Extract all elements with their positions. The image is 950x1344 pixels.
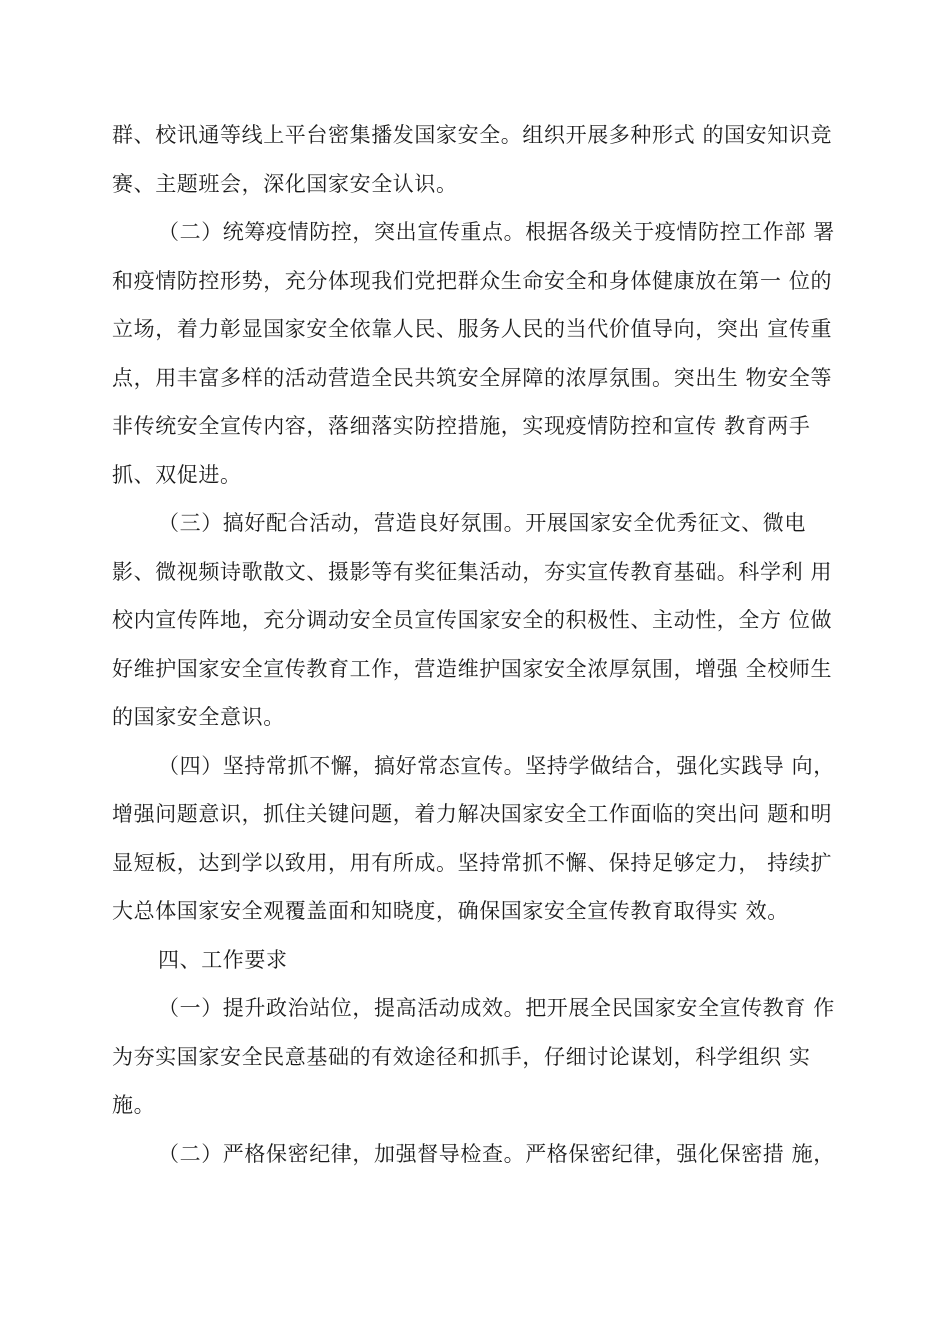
body-text-line: 好维护国家安全宣传教育工作，营造维护国家安全浓厚氛围，增强 全校师生 bbox=[112, 657, 833, 681]
paragraph-heading-line: （二）统筹疫情防控，突出宣传重点。根据各级关于疫情防控工作部 署 bbox=[158, 220, 835, 244]
body-text-line: 赛、主题班会，深化国家安全认识。 bbox=[112, 172, 458, 196]
paragraph-heading-line: （二）严格保密纪律，加强督导检查。严格保密纪律，强化保密措 施， bbox=[158, 1142, 835, 1166]
body-text-line: 群、校讯通等线上平台密集播发国家安全。组织开展多种形式 的国安知识竞 bbox=[112, 123, 833, 147]
body-text-line: 的国家安全意识。 bbox=[112, 705, 285, 729]
body-text-line: 为夯实国家安全民意基础的有效途径和抓手，仔细讨论谋划，科学组织 实 bbox=[112, 1045, 811, 1069]
body-text-line: 点，用丰富多样的活动营造全民共筑安全屏障的浓厚氛围。突出生 物安全等 bbox=[112, 366, 833, 390]
section-heading: 四、工作要求 bbox=[158, 948, 288, 972]
body-text-line: 影、微视频诗歌散文、摄影等有奖征集活动，夯实宣传教育基础。科学利 用 bbox=[112, 560, 833, 584]
body-text-line: 校内宣传阵地，充分调动安全员宣传国家安全的积极性、主动性，全方 位做 bbox=[112, 608, 833, 632]
body-text-line: 和疫情防控形势，充分体现我们党把群众生命安全和身体健康放在第一 位的 bbox=[112, 269, 833, 293]
body-text-line: 抓、双促进。 bbox=[112, 463, 242, 487]
paragraph-heading-line: （四）坚持常抓不懈，搞好常态宣传。坚持学做结合，强化实践导 向， bbox=[158, 754, 835, 778]
body-text-line: 显短板，达到学以致用，用有所成。坚持常抓不懈、保持足够定力， 持续扩 bbox=[112, 851, 833, 875]
body-text-line: 施。 bbox=[112, 1093, 156, 1117]
body-text-line: 增强问题意识，抓住关键问题，着力解决国家安全工作面临的突出问 题和明 bbox=[112, 802, 833, 826]
paragraph-heading-line: （一）提升政治站位，提高活动成效。把开展全民国家安全宣传教育 作 bbox=[158, 996, 835, 1020]
body-text-line: 非传统安全宣传内容，落细落实防控措施，实现疫情防控和宣传 教育两手 bbox=[112, 414, 811, 438]
body-text-line: 大总体国家安全观覆盖面和知晓度，确保国家安全宣传教育取得实 效。 bbox=[112, 899, 789, 923]
paragraph-heading-line: （三）搞好配合活动，营造良好氛围。开展国家安全优秀征文、微电 bbox=[158, 511, 806, 535]
body-text-line: 立场，着力彰显国家安全依靠人民、服务人民的当代价值导向，突出 宣传重 bbox=[112, 317, 833, 341]
